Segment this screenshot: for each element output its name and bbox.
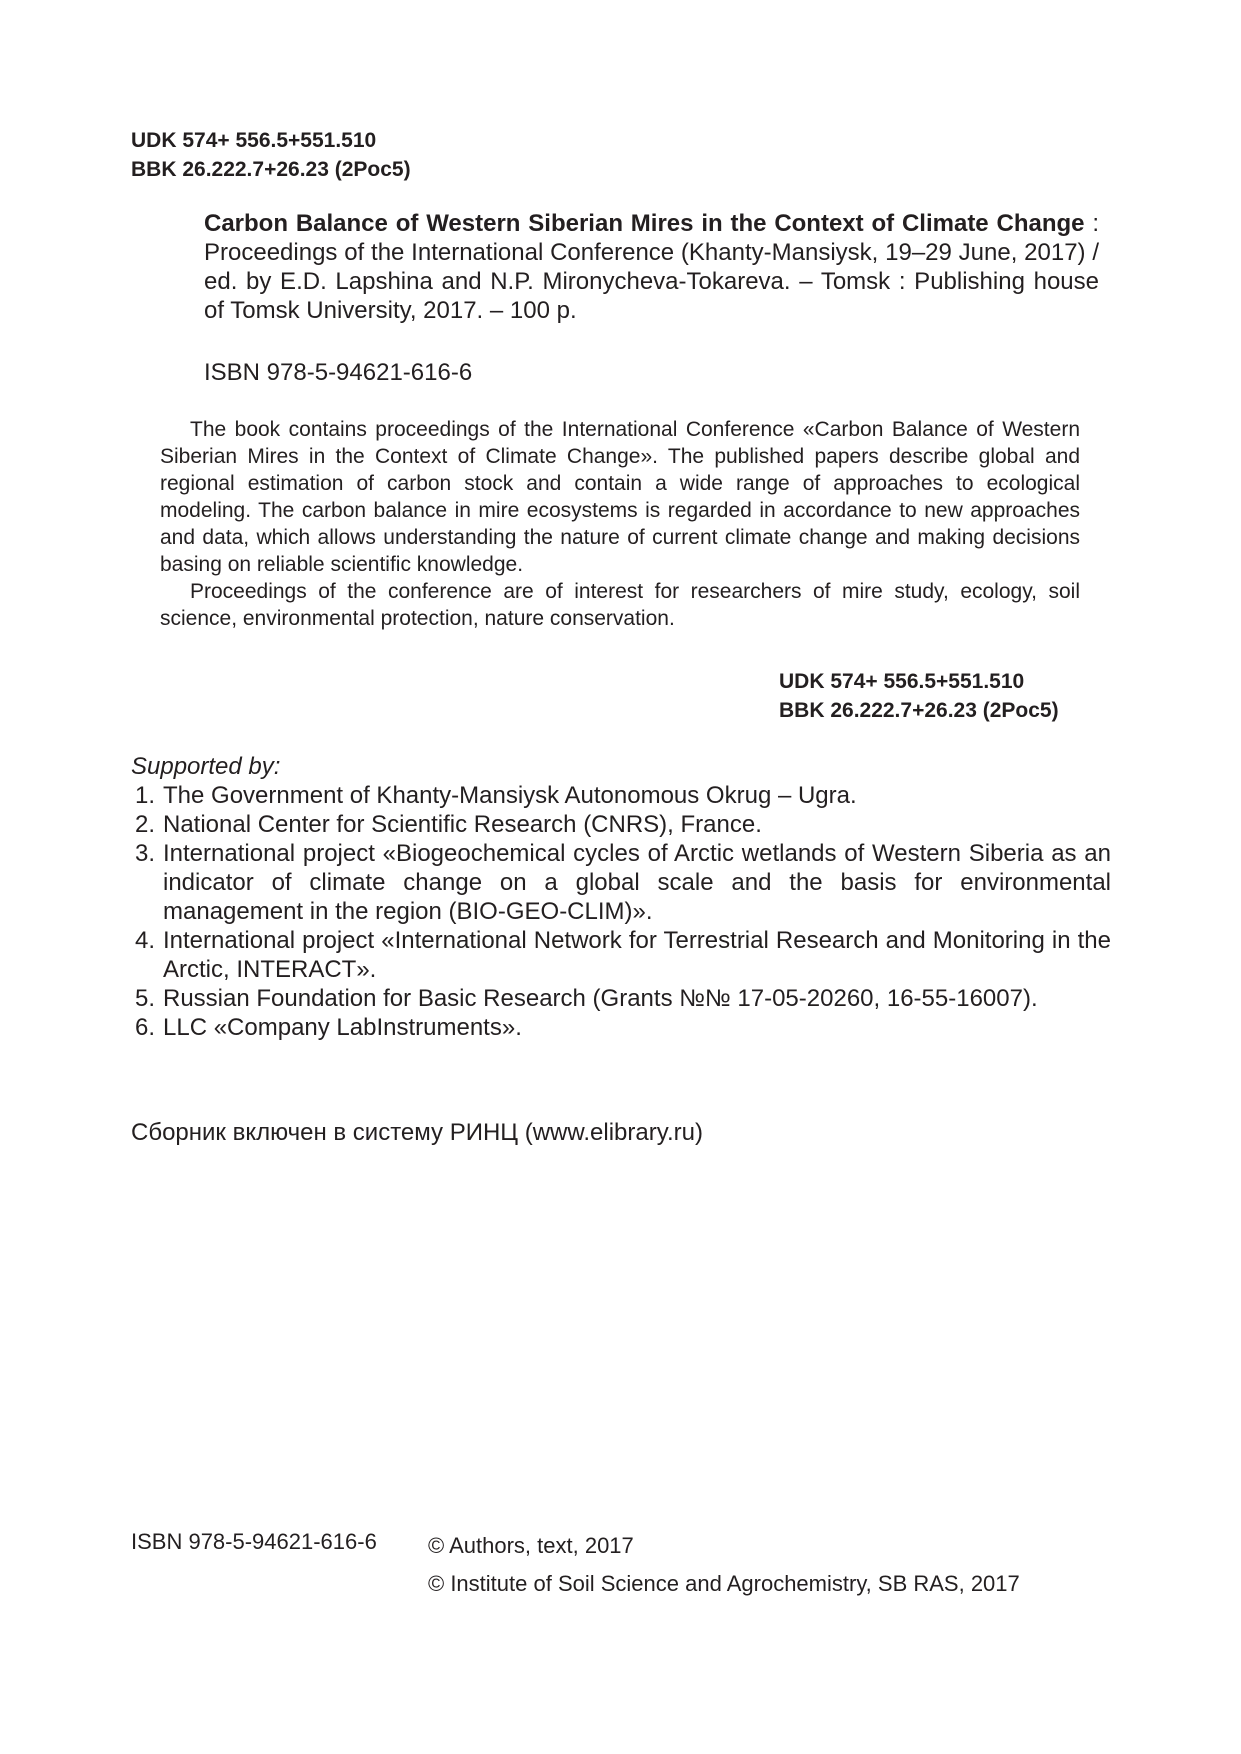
item-text: International project «International Network for Terrestrial Research and Monitoring in the Arctic, INTERACT». xyxy=(163,927,1111,983)
item-text: Russian Foundation for Basic Research (Grants №№ 17-05-20260, 16-55-16007). xyxy=(163,985,1038,1012)
bbk-code: BBK 26.222.7+26.23 (2Poc5) xyxy=(779,699,1059,722)
isbn: ISBN 978-5-94621-616-6 xyxy=(204,359,473,386)
list-item xyxy=(131,984,1111,1013)
copyright-authors: © Authors, text, 2017 xyxy=(428,1533,634,1558)
list-item xyxy=(131,810,1111,839)
rinc-note: Сборник включен в систему РИНЦ (www.elibrary.ru) xyxy=(131,1119,703,1146)
item-number: 5. xyxy=(135,985,156,1012)
supported-by-heading: Supported by: xyxy=(131,753,281,780)
list-item xyxy=(131,781,1111,810)
item-number: 6. xyxy=(135,1014,156,1041)
abstract-paragraph: The book contains proceedings of the International Conference «Carbon Balance of Western Siberian Mires in the Context of Climate Change». The published papers describe global and regional estimation of carbon stock and contain a wide range of approaches to ecological modeling. The carbon balance in mire ecosystems is regarded in accordance to new approaches and data, which allows understanding the nature of current climate change and making decisions basing on reliable scientific knowledge. xyxy=(160,418,1080,576)
item-text: National Center for Scientific Research (CNRS), France. xyxy=(163,811,762,838)
item-number: 3. xyxy=(135,840,156,867)
copyright-institute: © Institute of Soil Science and Agrochemistry, SB RAS, 2017 xyxy=(428,1571,1020,1596)
supported-by-section xyxy=(131,752,1111,1042)
abstract-paragraph: Proceedings of the conference are of interest for researchers of mire study, ecology, soil science, environmental protection, nature conservation. xyxy=(160,580,1080,630)
bibliographic-record xyxy=(204,209,1099,325)
udk-code: UDK 574+ 556.5+551.510 xyxy=(131,129,377,152)
copyright-block xyxy=(428,1527,1020,1603)
list-item xyxy=(131,926,1111,984)
item-text: International project «Biogeochemical cycles of Arctic wetlands of Western Siberia as an indicator of climate change on a global scale and the basis for environmental management in the region (BIO-GEO-CLIM)». xyxy=(163,840,1111,925)
list-item xyxy=(131,1013,1111,1042)
supporters-list xyxy=(131,781,1111,1042)
item-number: 1. xyxy=(135,782,156,809)
book-title: Carbon Balance of Western Siberian Mires in the Context of Climate Change xyxy=(204,210,1085,237)
bibliographic-details: : Proceedings of the International Conference (Khanty-Mansiysk, 19–29 June, 2017) / ed. by E.D. Lapshina and N.P. Mironycheva-Tokareva. – Tomsk : Publishing house of Tomsk University, 2017. – 100 p. xyxy=(204,210,1099,324)
item-text: LLC «Company LabInstruments». xyxy=(163,1014,522,1041)
udk-code: UDK 574+ 556.5+551.510 xyxy=(779,670,1025,693)
bbk-code: BBK 26.222.7+26.23 (2Poc5) xyxy=(131,158,411,181)
abstract xyxy=(160,416,1080,632)
item-number: 2. xyxy=(135,811,156,838)
udk-block-top xyxy=(131,126,411,184)
item-number: 4. xyxy=(135,927,156,954)
item-text: The Government of Khanty-Mansiysk Autonomous Okrug – Ugra. xyxy=(163,782,857,809)
udk-block-right xyxy=(779,667,1059,725)
list-item xyxy=(131,839,1111,926)
footer-isbn: ISBN 978-5-94621-616-6 xyxy=(131,1529,377,1554)
